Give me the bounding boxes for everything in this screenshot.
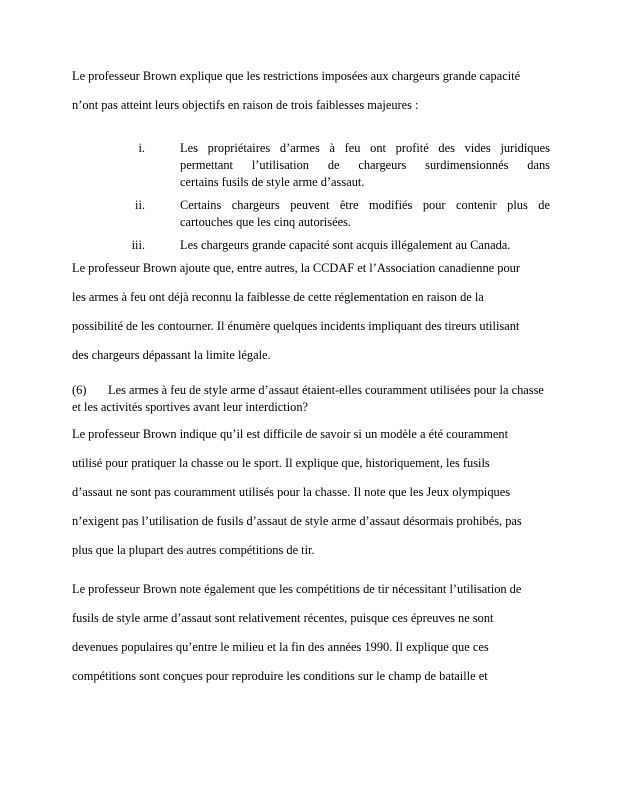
text-line: fusils de style arme d’assaut sont relativement récentes, puisque ces épreuves ne sont <box>72 611 494 625</box>
text-line <box>72 382 550 399</box>
list-item-text <box>180 140 550 191</box>
list-item <box>72 197 550 231</box>
text-line: Les propriétaires d’armes à feu ont profité des vides juridiques <box>180 141 550 155</box>
question-number: (6) <box>72 383 87 397</box>
paragraph-1 <box>72 62 550 120</box>
text-line: des chargeurs dépassant la limite légale. <box>72 348 271 362</box>
text-line: d’assaut ne sont pas couramment utilisés pour la chasse. Il note que les Jeux olympiques <box>72 485 511 499</box>
list-marker: iii. <box>131 238 145 252</box>
paragraph-4 <box>72 575 550 691</box>
text-line: utilisé pour pratiquer la chasse ou le sport. Il explique que, historiquement, les fusils <box>72 456 490 470</box>
text-line: certains fusils de style arme d’assaut. <box>180 175 365 189</box>
text-line: Le professeur Brown indique qu’il est difficile de savoir si un modèle a été couramment <box>72 427 509 441</box>
text-line: n’ont pas atteint leurs objectifs en raison de trois faiblesses majeures : <box>72 98 419 112</box>
text-line: Certains chargeurs peuvent être modifiés pour contenir plus de <box>180 198 550 212</box>
roman-numeral-list <box>72 140 550 254</box>
paragraph-2 <box>72 254 550 370</box>
list-marker: i. <box>138 141 145 155</box>
list-item-text <box>180 197 550 231</box>
question-6-heading <box>72 382 550 416</box>
text-line: permettant l’utilisation de chargeurs surdimensionnés dans <box>180 158 550 172</box>
text-line: cartouches que les cinq autorisées. <box>180 215 351 229</box>
text-line: devenues populaires qu’entre le milieu et la fin des années 1990. Il explique que ces <box>72 640 489 654</box>
text-line: possibilité de les contourner. Il énumère quelques incidents impliquant des tireurs utilisant <box>72 319 520 333</box>
paragraph-3 <box>72 420 550 565</box>
text-line: plus que la plupart des autres compétitions de tir. <box>72 543 315 557</box>
list-marker: ii. <box>135 198 145 212</box>
question-text: Les armes à feu de style arme d’assaut étaient-elles couramment utilisées pour la chasse <box>108 383 544 397</box>
text-line: Le professeur Brown explique que les restrictions imposées aux chargeurs grande capacité <box>72 69 521 83</box>
text-line: Les chargeurs grande capacité sont acquis illégalement au Canada. <box>180 238 511 252</box>
text-line: les armes à feu ont déjà reconnu la faiblesse de cette réglementation en raison de la <box>72 290 484 304</box>
text-line: Le professeur Brown note également que les compétitions de tir nécessitant l’utilisation de <box>72 582 522 596</box>
text-line: compétitions sont conçues pour reproduire les conditions sur le champ de bataille et <box>72 669 488 683</box>
text-line: et les activités sportives avant leur interdiction? <box>72 400 309 414</box>
text-line: n’exigent pas l’utilisation de fusils d’assaut de style arme d’assaut désormais prohibés, pas <box>72 514 522 528</box>
list-item-text <box>180 237 550 254</box>
list-item <box>72 140 550 191</box>
list-item <box>72 237 550 254</box>
text-line: Le professeur Brown ajoute que, entre autres, la CCDAF et l’Association canadienne pour <box>72 261 520 275</box>
